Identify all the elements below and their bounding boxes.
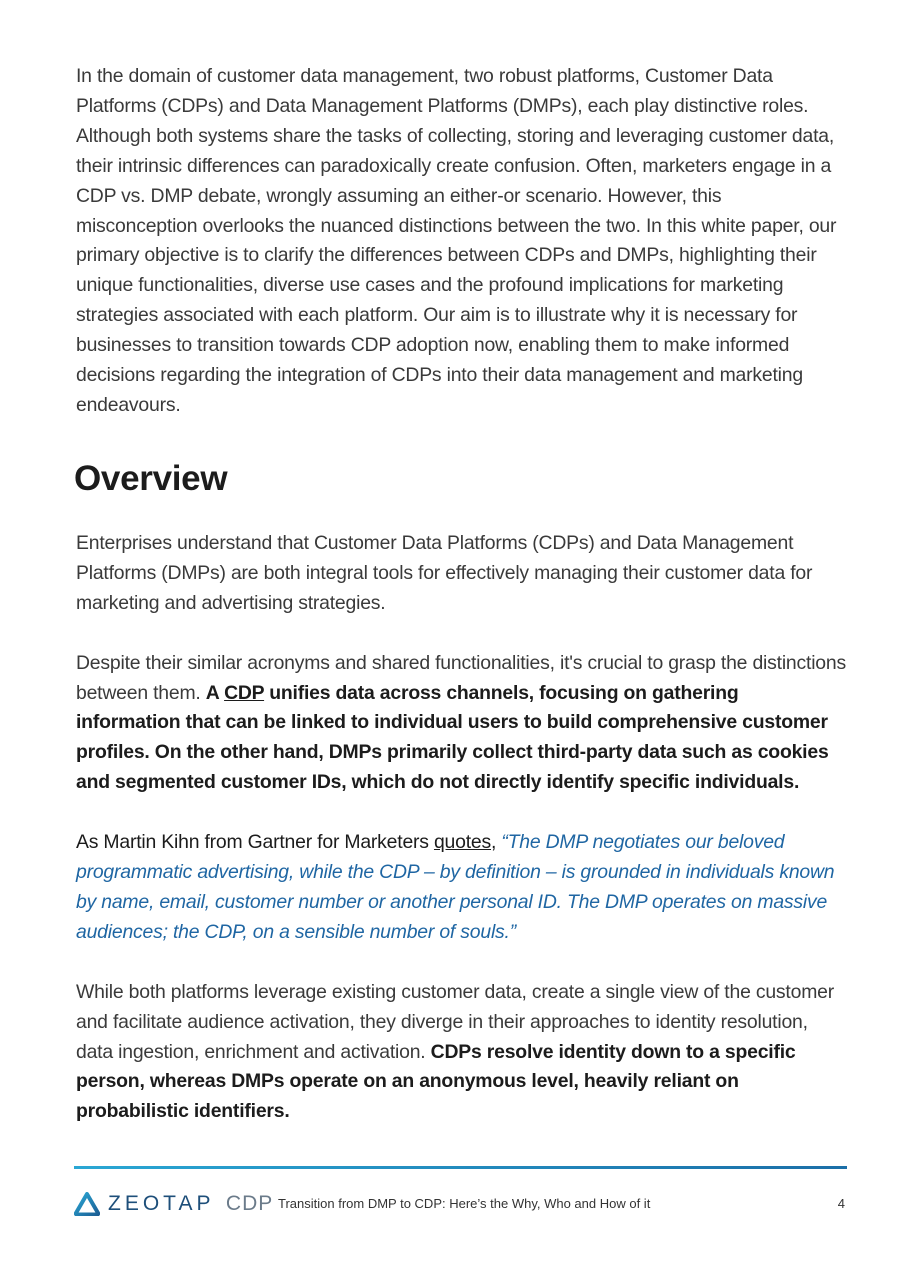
page-number: 4: [837, 1196, 845, 1211]
gartner-quote: “The DMP negotiates our beloved programmatic advertising, while the CDP – by definition – is grounded in individuals known by name, email, customer number or another personal ID. The DMP operates on massive audiences; the CDP, on a sensible number of souls.”: [76, 831, 835, 943]
overview-paragraph-2: [76, 649, 846, 799]
logo-product: CDP: [225, 1192, 274, 1215]
overview-heading: Overview: [74, 458, 228, 498]
overview-paragraph-4: [76, 978, 846, 1128]
document-body: [76, 62, 846, 1127]
logo-brand: ZEOTAP: [108, 1192, 215, 1215]
cdp-link[interactable]: CDP: [224, 681, 265, 704]
intro-paragraph: In the domain of customer data management, two robust platforms, Customer Data Platforms (CDPs) and Data Management Platforms (DMPs), each play distinctive roles. Although both systems share the tasks of collecting, storing and leveraging customer data, their intrinsic differences can paradoxically create confusion. Often, marketers engage in a CDP vs. DMP debate, wrongly assuming an either-or scenario. However, this misconception overlooks the nuanced distinctions between the two. In this white paper, our primary objective is to clarify the differences between CDPs and DMPs, highlighting their unique functionalities, diverse use cases and the profound implications for marketing strategies associated with each platform. Our aim is to illustrate why it is necessary for businesses to transition towards CDP adoption now, enabling them to make informed decisions regarding the integration of CDPs into their data management and marketing endeavours.: [76, 65, 837, 416]
paragraph-2-bold-a: A: [205, 681, 225, 704]
page-footer: [74, 1188, 847, 1220]
quotes-link[interactable]: quotes: [433, 831, 491, 854]
paragraph-2-lead: Despite their similar acronyms and shared functionalities, it's crucial to grasp the distinctions between them.: [76, 651, 846, 704]
zeotap-triangle-icon: [74, 1192, 100, 1216]
paragraph-4-lead: While both platforms leverage existing customer data, create a single view of the customer and facilitate audience activation, they diverge in their approaches to identity resolution, data ingestion, enrichment and activation.: [76, 980, 834, 1063]
overview-paragraph-3: [76, 828, 846, 948]
paragraph-3-lead: As Martin Kihn from Gartner for Marketers: [76, 831, 434, 854]
zeotap-logo: [74, 1190, 273, 1218]
footer-document-title: Transition from DMP to CDP: Here’s the Why, Who and How of it: [278, 1196, 651, 1211]
paragraph-3-comma: ,: [491, 831, 502, 854]
footer-rule: [74, 1166, 847, 1169]
logo-wordmark: [108, 1192, 273, 1216]
paragraph-4-bold: CDPs resolve identity down to a specific person, whereas DMPs operate on an anonymous level, heavily reliant on probabilistic identifiers.: [76, 1040, 796, 1123]
overview-paragraph-1: Enterprises understand that Customer Data Platforms (CDPs) and Data Management Platforms (DMPs) are both integral tools for effectively managing their customer data for marketing and advertising strategies.: [76, 531, 813, 614]
paragraph-2-bold-rest: unifies data across channels, focusing on gathering information that can be linked to individual users to build comprehensive customer profiles. On the other hand, DMPs primarily collect third-party data such as cookies and segmented customer IDs, which do not directly identify specific individuals.: [76, 681, 829, 794]
